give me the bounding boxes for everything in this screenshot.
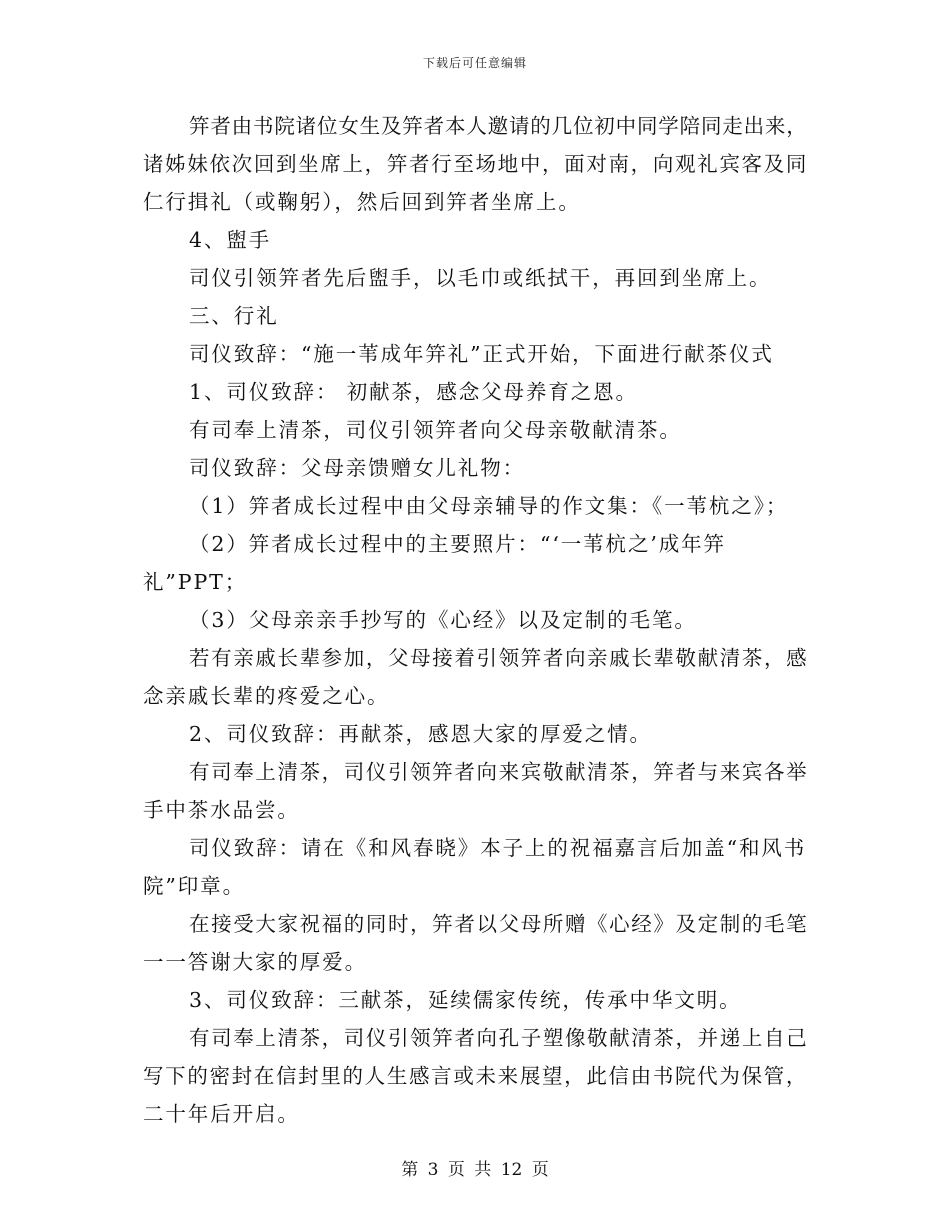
text-line: 司仪致辞：父母亲馈赠女儿礼物： [189,456,525,480]
list-item: （2）笄者成长过程中的主要照片：“‘一苇杭之’成年笄 [189,532,726,556]
page-footer: 第 3 页 共 12 页 [401,1160,549,1180]
text-line: 司仪引领笄者先后盥手，以毛巾或纸拭干，再回到坐席上。 [189,266,772,290]
text-line: 院”印章。 [143,874,245,898]
text-line: 若有亲戚长辈参加，父母接着引领笄者向亲戚长辈敬献清茶，感 [189,646,809,670]
text-line: 有司奉上清茶，司仪引领笄者向父母亲敬献清茶。 [189,418,682,442]
text-line: 3、司仪致辞：三献茶，延续儒家传统，传承中华文明。 [189,988,742,1012]
list-item: （1）笄者成长过程中由父母亲辅导的作文集：《一苇杭之》； [189,494,789,518]
text-line: 诸姊妹依次回到坐席上，笄者行至场地中，面对南，向观礼宾客及同 [143,152,808,176]
section-heading: 三、行礼 [189,304,279,328]
text-line: 手中茶水品尝。 [143,798,300,822]
text-line: 礼”PPT； [143,570,248,594]
section-heading: 4、盥手 [189,228,272,252]
text-line: 在接受大家祝福的同时，笄者以父母所赠《心经》及定制的毛笔 [189,912,809,936]
page-header: 下载后可任意编辑 [422,56,527,70]
text-line: 写下的密封在信封里的人生感言或未来展望，此信由书院代为保管， [143,1064,808,1088]
text-line: 1、司仪致辞： 初献茶，感念父母养育之恩。 [189,380,638,404]
text-line: 2、司仪致辞：再献茶，感恩大家的厚爱之情。 [189,722,652,746]
list-item: （3）父母亲亲手抄写的《心经》以及定制的毛笔。 [189,608,697,632]
text-line: 仁行揖礼（或鞠躬），然后回到笄者坐席上。 [143,190,581,214]
text-line: 一一答谢大家的厚爱。 [143,950,367,974]
text-line: 有司奉上清茶，司仪引领笄者向来宾敬献清茶，笄者与来宾各举 [189,760,809,784]
text-line: 司仪致辞：“施一苇成年笄礼”正式开始，下面进行献茶仪式 [189,342,774,366]
text-line: 司仪致辞：请在《和风春晓》本子上的祝福嘉言后加盖“和风书 [189,836,807,860]
text-line: 二十年后开启。 [143,1102,300,1126]
text-line: 念亲戚长辈的疼爱之心。 [143,684,390,708]
text-line: 有司奉上清茶，司仪引领笄者向孔子塑像敬献清茶，并递上自己 [189,1026,809,1050]
text-line: 笄者由书院诸位女生及笄者本人邀请的几位初中同学陪同走出来， [189,114,808,138]
